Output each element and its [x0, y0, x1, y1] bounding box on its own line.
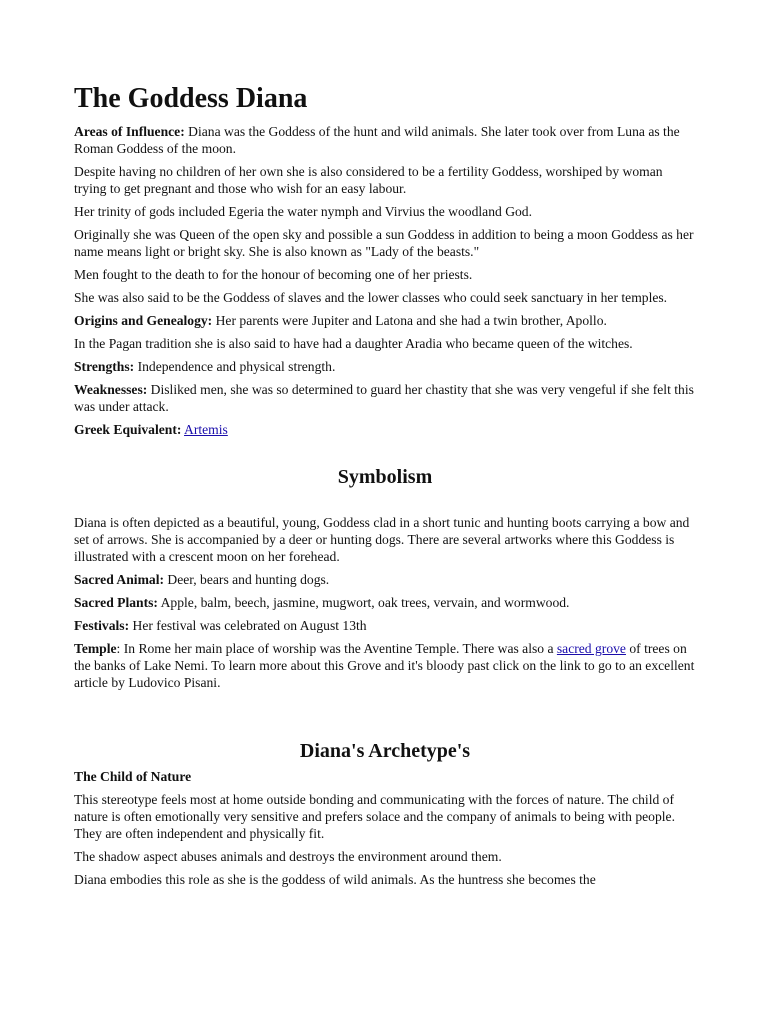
intro-paragraph-weaknesses: Weaknesses: Disliked men, she was so determined to guard her chastity that she was very vengeful if she felt this was under attack. — [74, 382, 694, 414]
intro-paragraph-pagan: In the Pagan tradition she is also said to have had a daughter Aradia who became queen of the witches. — [74, 336, 633, 351]
document-page — [74, 82, 696, 894]
intro-paragraph-trinity: Her trinity of gods included Egeria the water nymph and Virvius the woodland God. — [74, 204, 532, 219]
intro-paragraph-origins: Origins and Genealogy: Her parents were Jupiter and Latona and she had a twin brother, Apollo. — [74, 313, 607, 328]
archetypes-heading: Diana's Archetype's — [299, 740, 471, 762]
archetype-paragraph-stereotype: This stereotype feels most at home outside bonding and communicating with the forces of nature. The child of nature is often emotionally very sensitive and prefers solace and the company of animals to being with people. They are often independent and physically fit. — [74, 792, 675, 841]
page-title: The Goddess Diana — [74, 83, 308, 114]
symbolism-paragraph-festivals: Festivals: Her festival was celebrated on August 13th — [74, 618, 367, 633]
intro-paragraph-sky: Originally she was Queen of the open sky and possible a sun Goddess in addition to being a moon Goddess as her name means light or bright sky. She is also known as "Lady of the beasts." — [74, 227, 694, 259]
symbolism-paragraph-plants: Sacred Plants: Apple, balm, beech, jasmine, mugwort, oak trees, vervain, and wormwood. — [74, 595, 570, 610]
symbolism-paragraph-animal: Sacred Animal: Deer, bears and hunting dogs. — [74, 572, 330, 587]
archetype-subheading: The Child of Nature — [74, 769, 192, 784]
intro-paragraph-fertility: Despite having no children of her own she is also considered to be a fertility Goddess, worshiped by woman trying to get pregnant and those who wish for an easy labour. — [74, 164, 663, 196]
archetype-paragraph-embodies: Diana embodies this role as she is the goddess of wild animals. As the huntress she becomes the — [74, 872, 596, 887]
intro-paragraph-influence: Areas of Influence: Diana was the Goddess of the hunt and wild animals. She later took over from Luna as the Roman Goddess of the moon. — [74, 124, 680, 156]
symbolism-heading: Symbolism — [337, 466, 433, 488]
intro-paragraph-slaves: She was also said to be the Goddess of slaves and the lower classes who could seek sanctuary in her temples. — [74, 290, 668, 305]
greek-equivalent: Greek Equivalent: Artemis — [74, 422, 228, 437]
symbolism-paragraph-temple: Temple: In Rome her main place of worship was the Aventine Temple. There was also a sacred grove of trees on the banks of Lake Nemi. To learn more about this Grove and it's bloody past click on the link to go to an excellent article by Ludovico Pisani. — [74, 641, 695, 690]
archetype-paragraph-shadow: The shadow aspect abuses animals and destroys the environment around them. — [74, 849, 502, 864]
intro-paragraph-priests: Men fought to the death to for the honour of becoming one of her priests. — [74, 267, 473, 282]
sacred-grove-link[interactable]: sacred grove — [556, 641, 626, 656]
artemis-link[interactable]: Artemis — [184, 422, 228, 437]
symbolism-paragraph-depiction: Diana is often depicted as a beautiful, young, Goddess clad in a short tunic and hunting boots carrying a bow and set of arrows. She is accompanied by a deer or hunting dogs. There are several artworks where this Goddess is illustrated with a crescent moon on her forehead. — [74, 515, 690, 564]
intro-paragraph-strengths: Strengths: Independence and physical strength. — [74, 359, 336, 374]
